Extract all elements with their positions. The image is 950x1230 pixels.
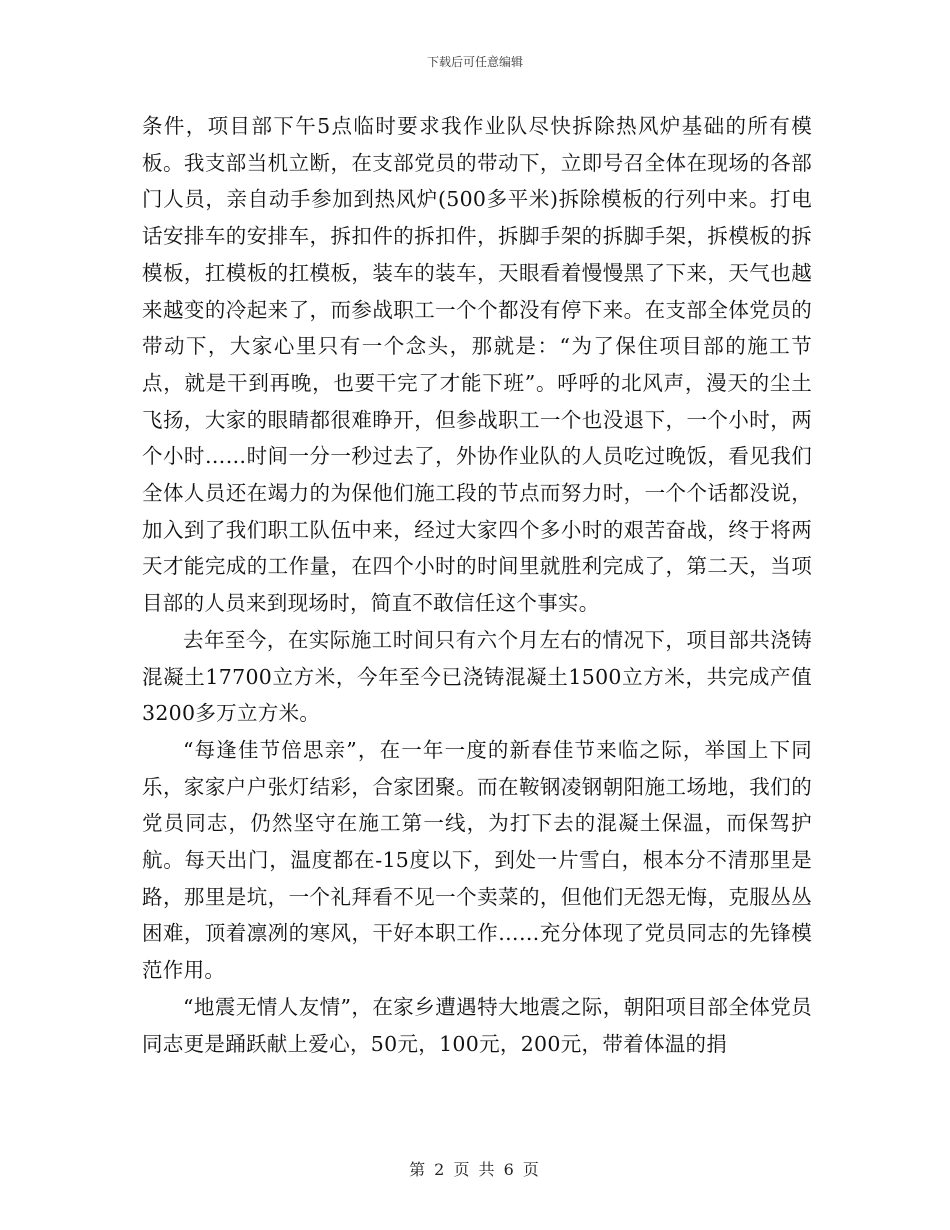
paragraph-concrete-output: 去年至今，在实际施工时间只有六个月左右的情况下，项目部共浇铸混凝土17700立方米，今年至今已浇铸混凝土1500立方米，共完成产值3200多万立方米。: [142, 627, 812, 726]
paragraph-earthquake-donation: “地震无情人友情”，在家乡遭遇特大地震之际，朝阳项目部全体党员同志更是踊跃献上爱心，50元，100元，200元，带着体温的捐: [142, 994, 812, 1056]
page-header: 下载后可任意编辑: [426, 55, 523, 69]
paragraph-spring-festival: “每逢佳节倍思亲”，在一年一度的新春佳节来临之际，举国上下同乐，家家户户张灯结彩，合家团聚。而在鞍钢凌钢朝阳施工场地，我们的党员同志，仍然坚守在施工第一线，为打下去的混凝土保温，而保驾护航。每天出门，温度都在-15度以下，到处一片雪白，根本分不清那里是路，那里是坑，一个礼拜看不见一个卖菜的，但他们无怨无悔，克服丛丛困难，顶着凛冽的寒风，干好本职工作……充分体现了党员同志的先锋模范作用。: [142, 737, 812, 983]
document-body: [142, 108, 812, 1062]
paragraph-continuation: 条件，项目部下午5点临时要求我作业队尽快拆除热风炉基础的所有模板。我支部当机立断，在支部党员的带动下，立即号召全体在现场的各部门人员，亲自动手参加到热风炉(500多平米)拆除模板的行列中来。打电话安排车的安排车，拆扣件的拆扣件，拆脚手架的拆脚手架，拆模板的拆模板，扛模板的扛模板，装车的装车，天眼看着慢慢黑了下来，天气也越来越变的冷起来了，而参战职工一个个都没有停下来。在支部全体党员的带动下，大家心里只有一个念头，那就是：“为了保住项目部的施工节点，就是干到再晚，也要干完了才能下班”。呼呼的北风声，漫天的尘土飞扬，大家的眼睛都很难睁开，但参战职工一个也没退下，一个小时，两个小时……时间一分一秒过去了，外协作业队的人员吃过晚饭，看见我们全体人员还在竭力的为保他们施工段的节点而努力时，一个个话都没说，加入到了我们职工队伍中来，经过大家四个多小时的艰苦奋战，终于将两天才能完成的工作量，在四个小时的时间里就胜利完成了，第二天，当项目部的人员来到现场时，简直不敢信任这个事实。: [142, 114, 812, 616]
page-number: 第 2 页 共 6 页: [409, 1160, 541, 1179]
